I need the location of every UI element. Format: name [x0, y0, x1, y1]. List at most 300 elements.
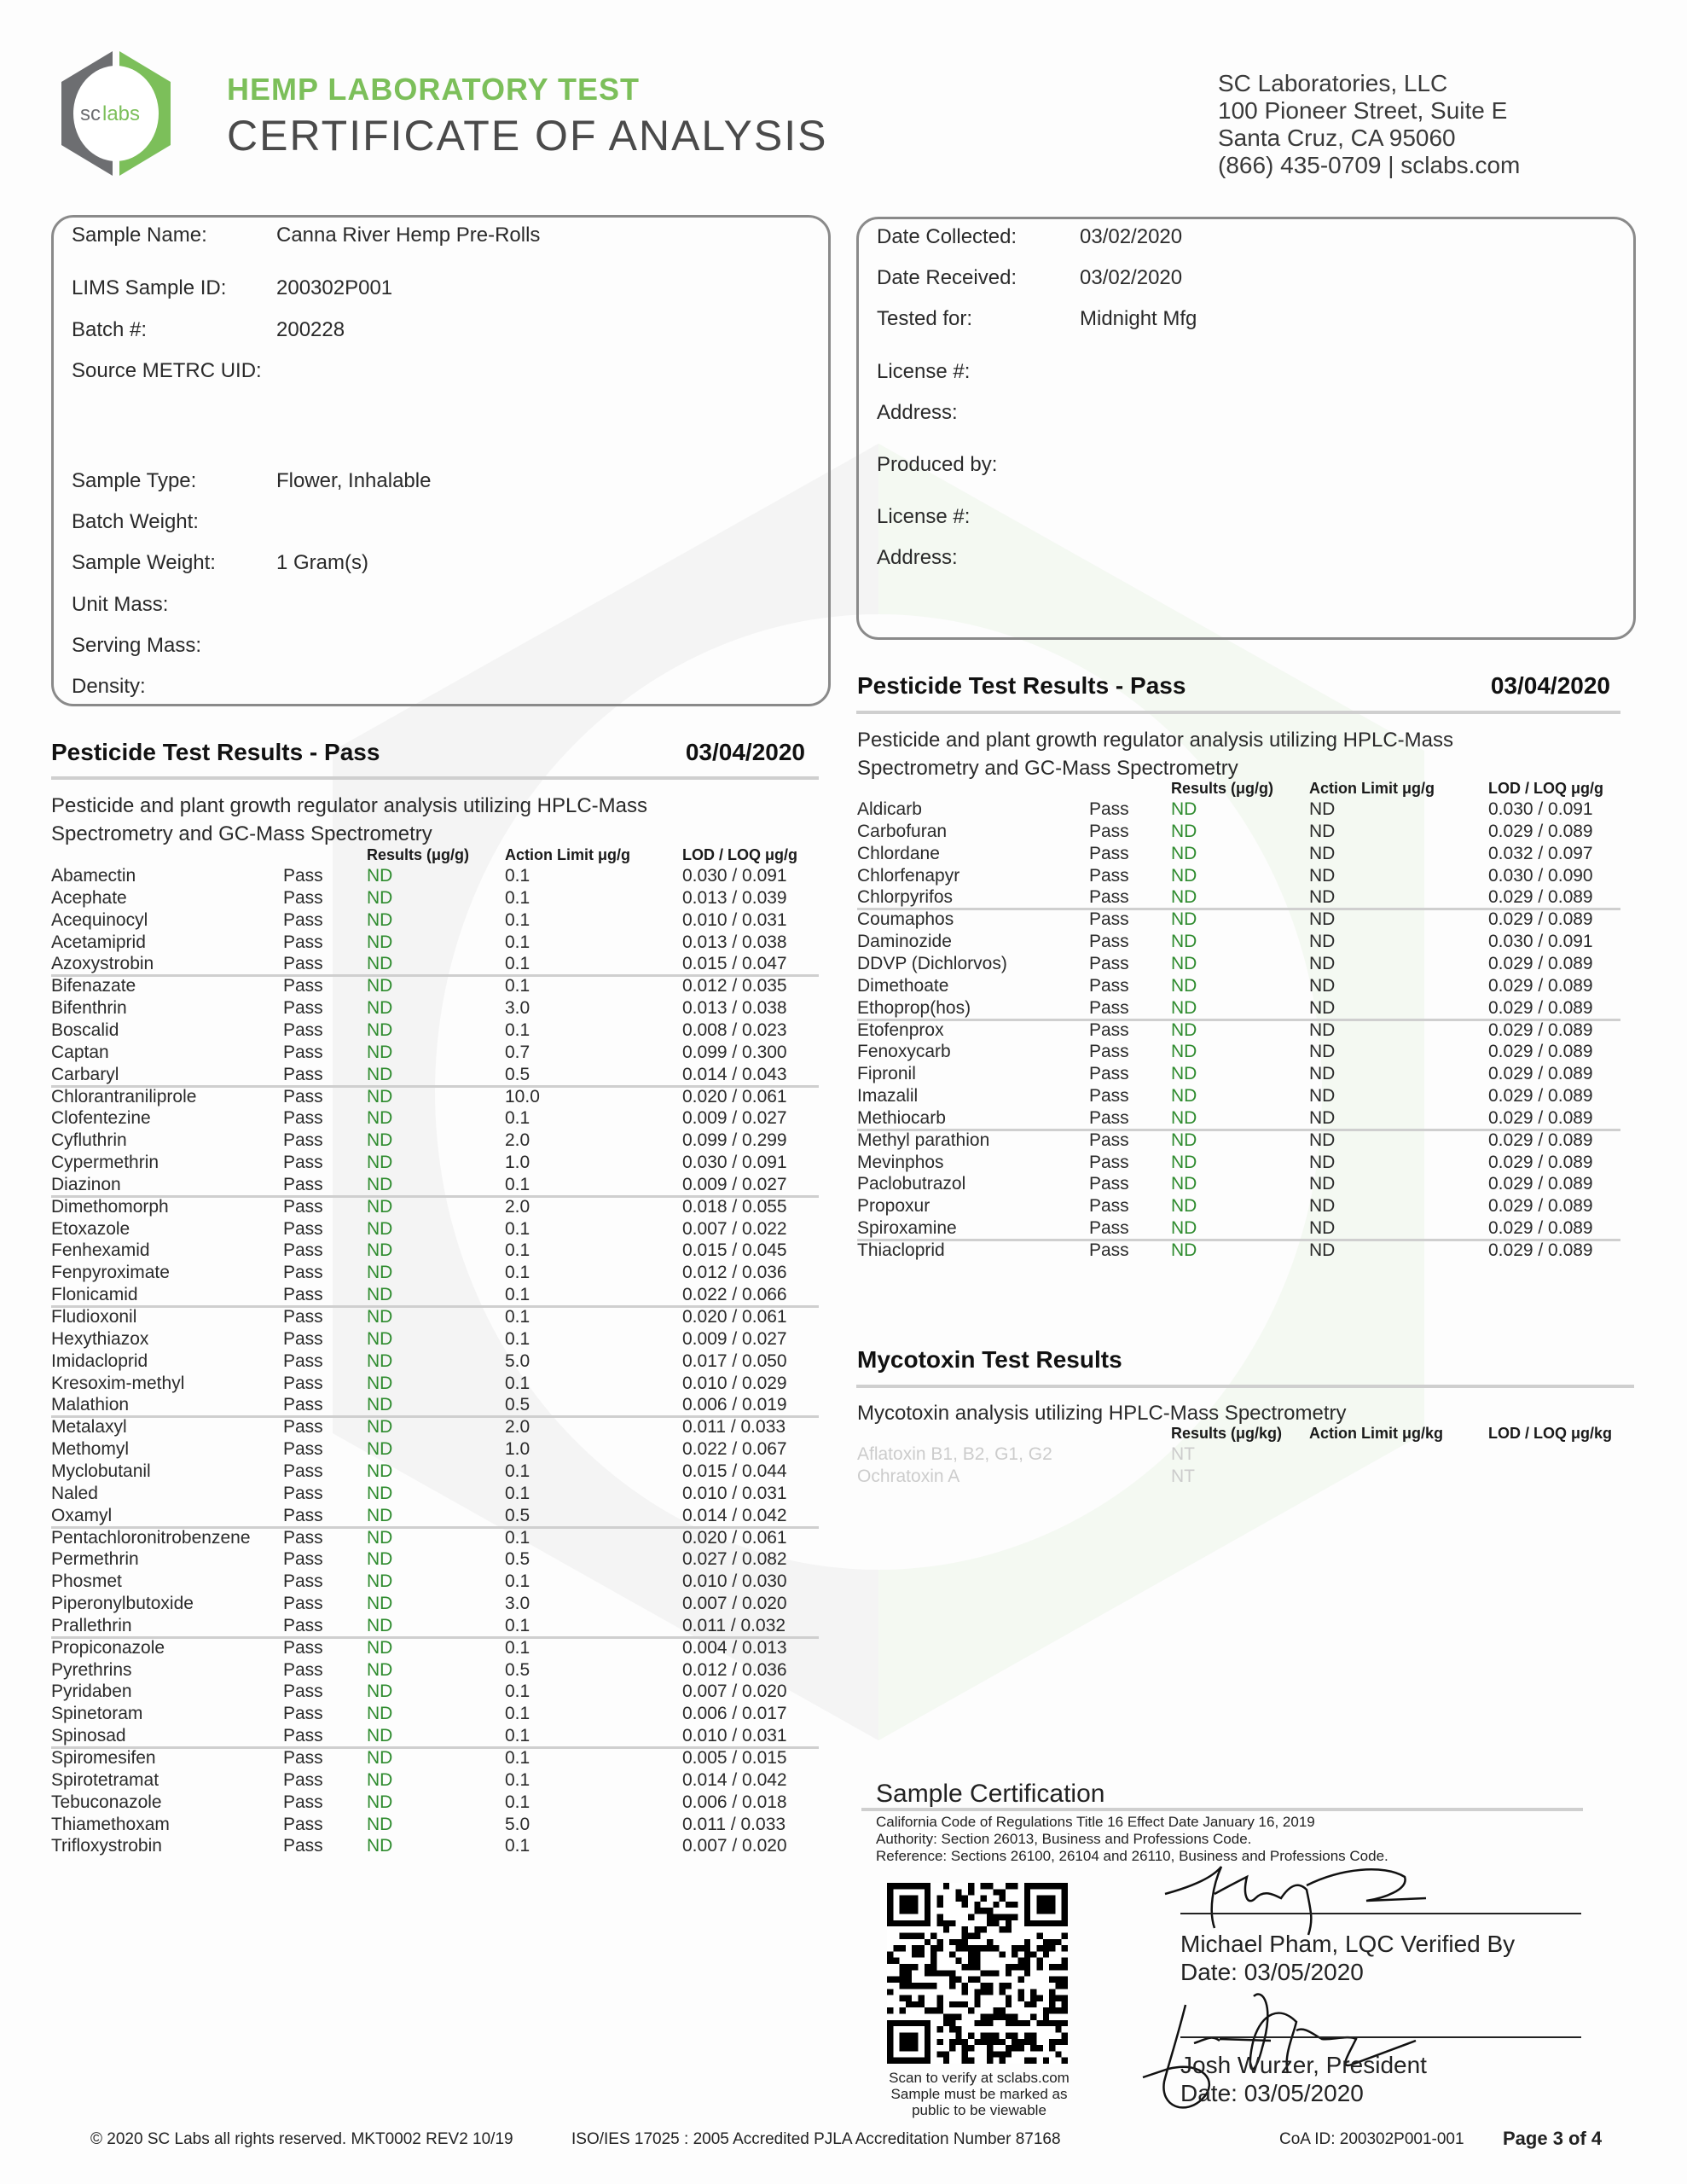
action-limit: 2.0 [505, 1417, 530, 1438]
analyte-status: Pass [283, 1527, 323, 1548]
qr-module [981, 1970, 987, 1976]
analyte-name: Ethoprop(hos) [857, 997, 971, 1018]
lod-loq: 0.010 / 0.031 [682, 1483, 787, 1503]
pesticide-right-description [857, 726, 1453, 782]
qr-module [936, 2007, 942, 2013]
action-limit: 0.5 [505, 1064, 530, 1084]
action-limit: 0.7 [505, 1042, 530, 1062]
qr-module [1024, 1939, 1030, 1945]
analyte-status: Pass [283, 866, 323, 886]
action-limit: ND [1309, 1152, 1336, 1172]
qr-module [1062, 2058, 1068, 2064]
analyte-result: ND [367, 1836, 393, 1856]
qr-module [1062, 1958, 1068, 1964]
table-row [51, 1196, 819, 1218]
analyte-status: Pass [1089, 1152, 1129, 1172]
analyte-result: ND [367, 909, 393, 930]
action-limit: 0.1 [505, 887, 530, 908]
action-limit: 0.1 [505, 1637, 530, 1658]
qr-module [987, 2020, 993, 2026]
lab-contact: (866) 435-0709 | sclabs.com [1218, 152, 1521, 178]
qr-module [936, 1945, 942, 1951]
action-limit: ND [1309, 843, 1336, 863]
analyte-status: Pass [283, 1505, 323, 1525]
certification-title: Sample Certification [876, 1780, 1105, 1808]
table-row [51, 1637, 819, 1659]
qr-module [955, 1958, 961, 1964]
qr-module [912, 2001, 918, 2007]
analyte-result: NT [1171, 1467, 1195, 1486]
logo-sc: sc [80, 102, 101, 125]
signature-line-2 [1180, 2036, 1581, 2038]
field-value: 200302P001 [276, 276, 393, 299]
action-limit: ND [1309, 1196, 1336, 1217]
analyte-result: ND [367, 1549, 393, 1570]
action-limit: 0.1 [505, 1704, 530, 1724]
footer-coa-id: CoA ID: 200302P001-001 [1279, 2130, 1464, 2148]
analyte-name: Fenpyroximate [51, 1263, 170, 1283]
table-row [51, 975, 819, 997]
analyte-name: Dimethomorph [51, 1196, 169, 1217]
description-line: Spectrometry and GC-Mass Spectrometry [51, 822, 432, 845]
qr-module [949, 2020, 955, 2026]
qr-module [919, 1932, 925, 1938]
qr-module [987, 1970, 993, 1976]
qr-module [987, 1983, 993, 1989]
analyte-result: ND [1171, 975, 1197, 996]
qr-module [943, 1920, 949, 1926]
table-row [51, 1747, 819, 1769]
qr-module [1024, 1958, 1030, 1964]
analyte-status: Pass [283, 1704, 323, 1724]
analyte-status: Pass [283, 1285, 323, 1305]
qr-module [974, 1902, 980, 1908]
qr-module [1055, 1983, 1061, 1989]
qr-module [1049, 2020, 1055, 2026]
table-row [51, 1174, 819, 1196]
qr-module [949, 1951, 955, 1957]
qr-module [974, 1989, 980, 1995]
qr-module [1030, 1989, 1036, 1995]
table-row [857, 1041, 1620, 1063]
table-row [51, 1107, 819, 1130]
qr-module [1000, 1926, 1006, 1932]
lod-loq: 0.029 / 0.089 [1488, 1218, 1593, 1239]
analyte-name: Mevinphos [857, 1152, 944, 1172]
analyte-result: ND [367, 1240, 393, 1261]
table-row [857, 1195, 1620, 1217]
analyte-name: Chlorantraniliprole [51, 1086, 197, 1107]
qr-module [955, 1889, 961, 1895]
qr-module [925, 2007, 930, 2013]
table-row [857, 1130, 1620, 1152]
qr-module [1024, 2058, 1030, 2064]
qr-caption [870, 2070, 1088, 2118]
qr-module [1055, 2026, 1061, 2032]
qr-module [949, 1983, 955, 1989]
qr-module [981, 1983, 987, 1989]
analyte-name: Cyfluthrin [51, 1130, 127, 1151]
analyte-result: ND [367, 866, 393, 886]
table-row [857, 975, 1620, 997]
qr-module [993, 1914, 999, 1920]
qr-module [943, 2058, 949, 2064]
qr-module [993, 1902, 999, 1908]
pesticide-right-title: Pesticide Test Results - Pass [857, 672, 1186, 699]
qr-module [987, 2058, 993, 2064]
analyte-result: ND [1171, 821, 1197, 841]
mycotoxin-title: Mycotoxin Test Results [857, 1346, 1122, 1373]
qr-module [906, 1970, 912, 1976]
table-row [51, 1659, 819, 1682]
qr-module [1049, 1977, 1055, 1983]
qr-module [906, 2001, 912, 2007]
field-value: 03/02/2020 [1080, 225, 1183, 248]
qr-module [887, 1989, 893, 1995]
qr-module [1030, 1995, 1036, 2001]
table-row [857, 1063, 1620, 1085]
qr-module [1055, 1939, 1061, 1945]
qr-module [1012, 2014, 1017, 2020]
qr-module [993, 2051, 999, 2057]
qr-module [981, 1896, 987, 1902]
action-limit: 0.1 [505, 1571, 530, 1592]
analyte-result: ND [367, 1594, 393, 1614]
action-limit: ND [1309, 1042, 1336, 1062]
lod-loq: 0.013 / 0.039 [682, 887, 787, 908]
analyte-name: Hexythiazox [51, 1328, 149, 1349]
table-row [51, 1328, 819, 1350]
lab-address [1218, 70, 1520, 179]
analyte-name: Naled [51, 1483, 98, 1503]
qr-module [1055, 2051, 1061, 2057]
qr-module [962, 1945, 968, 1951]
qr-module [981, 1926, 987, 1932]
lod-loq: 0.029 / 0.089 [1488, 1196, 1593, 1217]
qr-module [912, 1964, 918, 1970]
pesticide-left-rule [51, 776, 819, 780]
qr-module [925, 1939, 930, 1945]
table-row [51, 1284, 819, 1306]
analyte-name: Permethrin [51, 1549, 139, 1570]
qr-module [936, 1902, 942, 1908]
analyte-result: ND [367, 1086, 393, 1107]
analyte-result: ND [1171, 1019, 1197, 1040]
analyte-name: Imidacloprid [51, 1350, 148, 1371]
qr-module [987, 2039, 993, 2045]
table-row [51, 1769, 819, 1792]
lod-loq: 0.010 / 0.031 [682, 1726, 787, 1746]
table-row [857, 1107, 1620, 1130]
qr-module [955, 2032, 961, 2038]
analyte-result: ND [1171, 932, 1197, 952]
footer-accreditation: ISO/IES 17025 : 2005 Accredited PJLA Accreditation Number 87168 [571, 2130, 1061, 2148]
qr-module [912, 1983, 918, 1989]
lod-loq: 0.014 / 0.043 [682, 1064, 787, 1084]
qr-module [1043, 2014, 1049, 2020]
qr-module [987, 1939, 993, 1945]
qr-module [943, 1926, 949, 1932]
qr-module [1036, 1932, 1042, 1938]
table-row [51, 1152, 819, 1174]
analyte-result: ND [367, 887, 393, 908]
qr-module [1049, 1995, 1055, 2001]
qr-module [1006, 2032, 1012, 2038]
analyte-status: Pass [283, 1549, 323, 1570]
analyte-result: ND [367, 1814, 393, 1834]
lod-loq: 0.030 / 0.091 [682, 866, 787, 886]
analyte-status: Pass [283, 1748, 323, 1768]
table-row [51, 1373, 819, 1395]
qr-module [1000, 2039, 1006, 2045]
analyte-name: Thiacloprid [857, 1240, 945, 1260]
lod-loq: 0.029 / 0.089 [1488, 1174, 1593, 1194]
lod-loq: 0.027 / 0.082 [682, 1549, 787, 1570]
analyte-result: ND [367, 1792, 393, 1812]
qr-module [987, 2032, 993, 2038]
analyte-status: Pass [283, 1461, 323, 1481]
qr-module [962, 1939, 968, 1945]
analyte-result: ND [367, 1748, 393, 1768]
qr-module [962, 2045, 968, 2051]
analyte-name: Spiroxamine [857, 1218, 957, 1239]
analyte-result: ND [367, 1328, 393, 1349]
field-label: License #: [877, 360, 971, 383]
signer-1 [1180, 1930, 1515, 1986]
lod-loq: 0.017 / 0.050 [682, 1350, 787, 1371]
analyte-name: Etofenprox [857, 1019, 944, 1040]
qr-module [968, 1964, 974, 1970]
field-value: Midnight Mfg [1080, 307, 1197, 330]
qr-module [981, 1908, 987, 1914]
action-limit: 0.1 [505, 1769, 530, 1790]
qr-module [1006, 2001, 1012, 2007]
analyte-status: Pass [283, 1373, 323, 1393]
lod-loq: 0.020 / 0.061 [682, 1527, 787, 1548]
qr-module [968, 1951, 974, 1957]
pesticide-right-rule [856, 711, 1620, 714]
table-row [51, 1548, 819, 1571]
analyte-result: ND [367, 1019, 393, 1040]
column-header: LOD / LOQ μg/g [682, 846, 797, 863]
analyte-status: Pass [283, 1615, 323, 1635]
qr-module [968, 1914, 974, 1920]
qr-module [1049, 2007, 1055, 2013]
qr-module [993, 2007, 999, 2013]
qr-module [1012, 2039, 1017, 2045]
qr-module [1030, 2032, 1036, 2038]
qr-module [1006, 2045, 1012, 2051]
analyte-result: ND [1171, 1218, 1197, 1239]
table-row [51, 1527, 819, 1549]
qr-module [955, 1977, 961, 1983]
sclabs-logo [58, 49, 174, 177]
analyte-name: Imazalil [857, 1086, 919, 1107]
qr-module [974, 1951, 980, 1957]
action-limit: 0.1 [505, 932, 530, 952]
qr-module [981, 2039, 987, 2045]
qr-module [974, 1995, 980, 2001]
qr-module [1043, 2007, 1049, 2013]
lod-loq: 0.032 / 0.097 [1488, 843, 1593, 863]
analyte-status: Pass [283, 932, 323, 952]
qr-module [1012, 1902, 1017, 1908]
action-limit: ND [1309, 909, 1336, 930]
analyte-result: ND [1171, 865, 1197, 886]
qr-module [906, 1964, 912, 1970]
qr-module [936, 1896, 942, 1902]
analyte-result: ND [1171, 887, 1197, 908]
analyte-name: Acephate [51, 887, 127, 908]
table-row [51, 1483, 819, 1505]
field-label: Sample Type: [72, 469, 197, 492]
qr-module [1062, 1932, 1068, 1938]
analyte-status: Pass [1089, 821, 1129, 841]
analyte-result: ND [367, 1417, 393, 1438]
description-line: Pesticide and plant growth regulator analysis utilizing HPLC-Mass [51, 794, 647, 817]
analyte-name: Malathion [51, 1395, 130, 1415]
action-limit: 2.0 [505, 1130, 530, 1151]
qr-module [1000, 2014, 1006, 2020]
table-row [857, 1152, 1620, 1174]
action-limit: 0.1 [505, 909, 530, 930]
action-limit: 3.0 [505, 998, 530, 1019]
qr-module [1049, 2039, 1055, 2045]
table-row [51, 1615, 819, 1637]
qr-module [936, 1914, 942, 1920]
qr-module [887, 1977, 893, 1983]
table-row [857, 1240, 1620, 1262]
action-limit: 0.5 [505, 1395, 530, 1415]
lod-loq: 0.029 / 0.089 [1488, 1130, 1593, 1150]
qr-module [936, 1920, 942, 1926]
analyte-status: Pass [283, 1439, 323, 1460]
action-limit: ND [1309, 975, 1336, 996]
qr-module [955, 2001, 961, 2007]
qr-module [943, 1883, 949, 1889]
qr-module [1043, 1939, 1049, 1945]
field-label: Unit Mass: [72, 593, 169, 616]
analyte-result: ND [367, 1726, 393, 1746]
lod-loq: 0.020 / 0.061 [682, 1086, 787, 1107]
analyte-name: Pentachloronitrobenzene [51, 1527, 251, 1548]
qr-module [936, 2026, 942, 2032]
qr-module [1055, 1995, 1061, 2001]
qr-module [1049, 1939, 1055, 1945]
analyte-result: ND [367, 1704, 393, 1724]
lod-loq: 0.010 / 0.029 [682, 1373, 787, 1393]
qr-module [893, 1945, 899, 1951]
qr-module [1006, 1920, 1012, 1926]
analyte-status: Pass [283, 1395, 323, 1415]
analyte-status: Pass [283, 909, 323, 930]
qr-module [968, 1883, 974, 1889]
analyte-result: ND [367, 1263, 393, 1283]
qr-module [906, 1995, 912, 2001]
qr-module [1036, 2045, 1042, 2051]
analyte-name: Carbofuran [857, 821, 948, 841]
table-row [51, 1461, 819, 1483]
qr-module [974, 2001, 980, 2007]
qr-module [987, 1883, 993, 1889]
action-limit: 2.0 [505, 1196, 530, 1217]
description-line: Pesticide and plant growth regulator analysis utilizing HPLC-Mass [857, 729, 1453, 752]
table-row [857, 886, 1620, 909]
lod-loq: 0.008 / 0.023 [682, 1019, 787, 1040]
column-header: LOD / LOQ μg/kg [1488, 1425, 1613, 1442]
analyte-status: Pass [283, 1483, 323, 1503]
qr-module [943, 2014, 949, 2020]
table-row [51, 1505, 819, 1527]
table-row [51, 1593, 819, 1615]
analyte-status: Pass [283, 1307, 323, 1327]
table-row [857, 1019, 1620, 1042]
qr-module [993, 2039, 999, 2045]
field-label: LIMS Sample ID: [72, 276, 227, 299]
action-limit: ND [1309, 1107, 1336, 1128]
qr-module [925, 1970, 930, 1976]
column-header: Results (μg/kg) [1171, 1425, 1283, 1442]
analyte-name: Bifenthrin [51, 998, 127, 1019]
analyte-name: Thiamethoxam [51, 1814, 170, 1834]
analyte-status: Pass [283, 1064, 323, 1084]
table-row [51, 1042, 819, 1064]
qr-module [1036, 1958, 1042, 1964]
analyte-name: Myclobutanil [51, 1461, 151, 1481]
analyte-result: ND [367, 1196, 393, 1217]
pesticide-left-title: Pesticide Test Results - Pass [51, 739, 380, 765]
analyte-result: ND [1171, 1107, 1197, 1128]
field-value: Canna River Hemp Pre-Rolls [276, 224, 541, 247]
qr-module [1062, 2001, 1068, 2007]
qr-module [974, 1977, 980, 1983]
qr-module [981, 1883, 987, 1889]
analyte-status: Pass [1089, 909, 1129, 930]
action-limit: 0.1 [505, 954, 530, 974]
mycotoxin-rule [856, 1385, 1634, 1388]
analyte-result: ND [1171, 1196, 1197, 1217]
verification-qr-code[interactable] [887, 1883, 1068, 2064]
table-row [857, 909, 1620, 931]
analyte-status: Pass [283, 1792, 323, 1812]
lod-loq: 0.013 / 0.038 [682, 932, 787, 952]
analyte-name: Kresoxim-methyl [51, 1373, 185, 1393]
field-value: 200228 [276, 318, 345, 341]
analyte-name: Aflatoxin B1, B2, G1, G2 [857, 1444, 1052, 1464]
qr-module [1018, 1995, 1024, 2001]
qr-module [993, 1945, 999, 1951]
qr-module [930, 1970, 936, 1976]
qr-module [1018, 1989, 1024, 1995]
analyte-name: Fenhexamid [51, 1240, 150, 1261]
qr-module [1006, 2020, 1012, 2026]
analyte-result: ND [367, 1373, 393, 1393]
table-row [51, 932, 819, 954]
analyte-result: ND [367, 1483, 393, 1503]
field-value: 03/02/2020 [1080, 266, 1183, 289]
analyte-result: ND [367, 1307, 393, 1327]
qr-module [1030, 2001, 1036, 2007]
qr-module [1006, 1964, 1012, 1970]
qr-module [949, 2026, 955, 2032]
qr-module [955, 2014, 961, 2020]
qr-module [949, 1970, 955, 1976]
analyte-name: Dimethoate [857, 975, 949, 996]
qr-caption-line: public to be viewable [912, 2102, 1046, 2118]
analyte-name: Chlorpyrifos [857, 887, 954, 908]
qr-module [900, 1896, 919, 1914]
lod-loq: 0.010 / 0.030 [682, 1571, 787, 1592]
